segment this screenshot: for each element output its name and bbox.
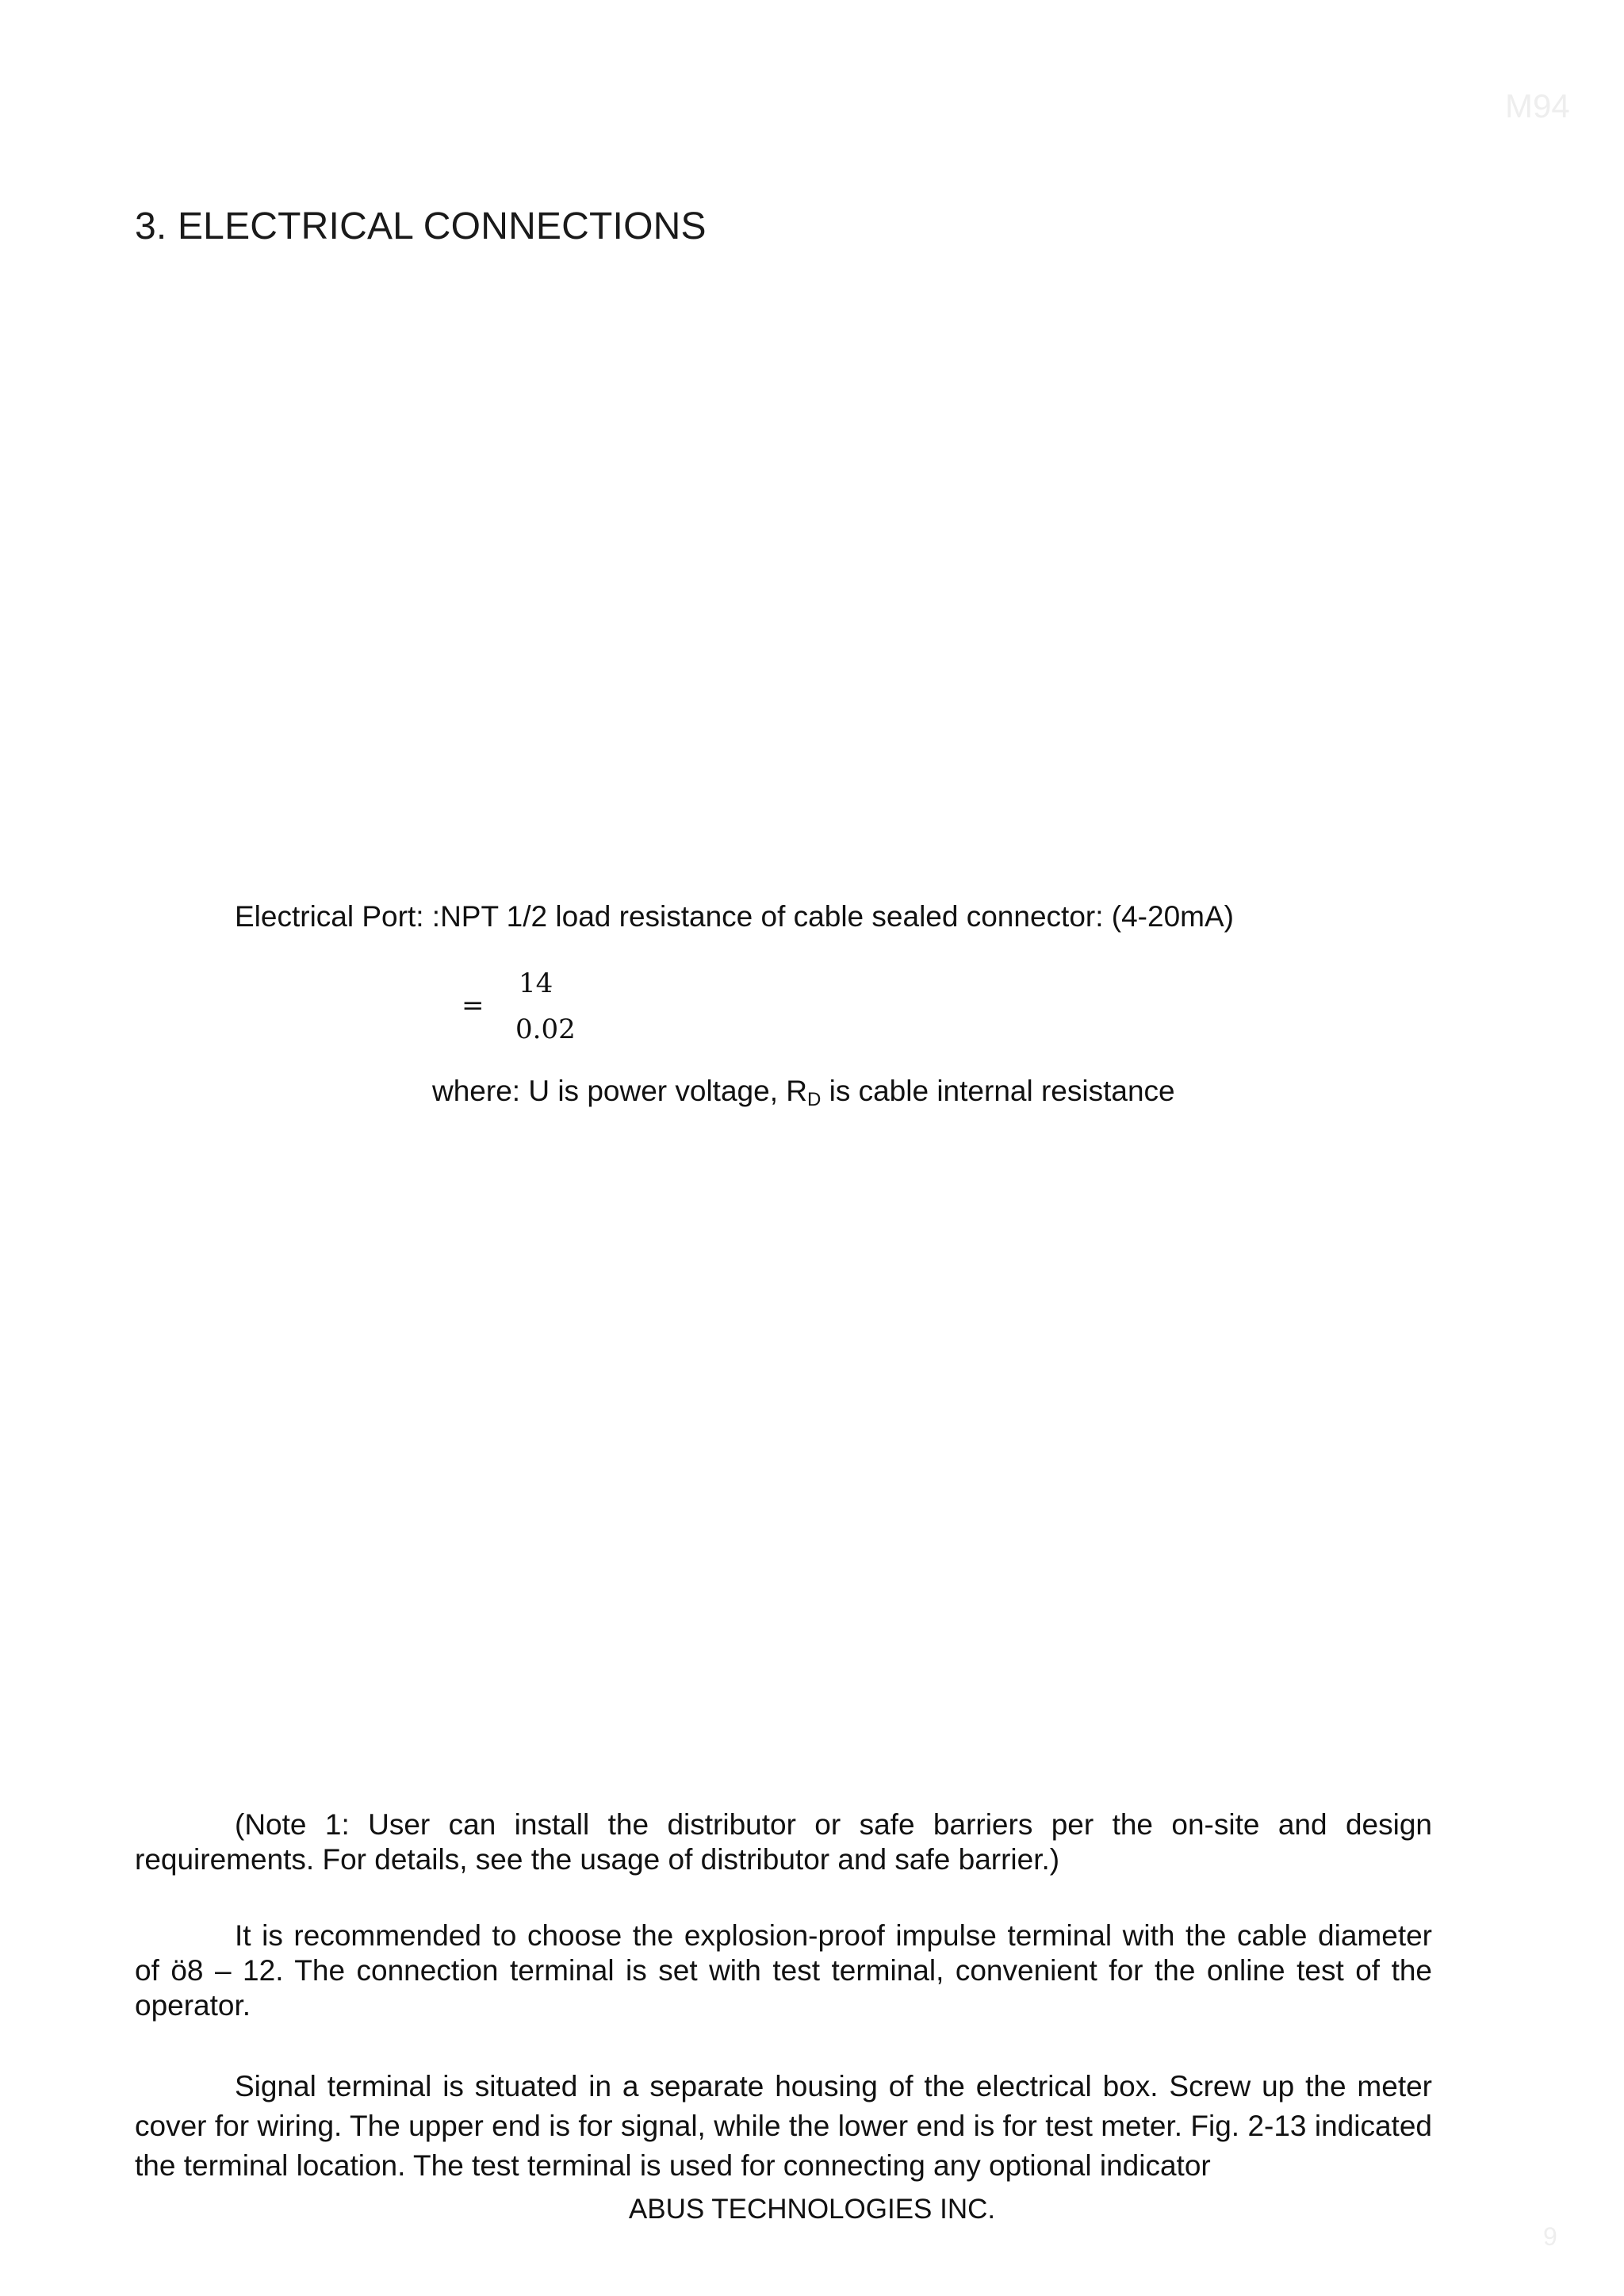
recommendation-paragraph bbox=[135, 1918, 1432, 2023]
page-number: 9 bbox=[1543, 2222, 1557, 2251]
signal-terminal-paragraph-text: Signal terminal is situated in a separate housing of the electrical box. Screw up the meter cover for wiring. The upper end is for signal, while the lower end is for test meter. Fig. 2-13 indicated the terminal location. The test terminal is used for connecting any optional indicator bbox=[135, 2070, 1432, 2182]
signal-terminal-paragraph bbox=[135, 2067, 1432, 2186]
electrical-port-line: Electrical Port: :NPT 1/2 load resistance of cable sealed connector: (4-20mA) bbox=[235, 900, 1234, 933]
note-paragraph bbox=[135, 1807, 1432, 1877]
equation-numerator: 14 bbox=[519, 968, 553, 999]
equation-denominator: 0.02 bbox=[515, 1014, 576, 1045]
section-title: 3. ELECTRICAL CONNECTIONS bbox=[135, 205, 707, 247]
equation-equals: = bbox=[462, 990, 485, 1022]
where-line-subscript: D bbox=[806, 1089, 822, 1110]
where-line-before: where: U is power voltage, R bbox=[432, 1075, 807, 1107]
note-paragraph-text: (Note 1: User can install the distributor or safe barriers per the on-site and design requirements. For details, see the usage of distributor and safe barrier.) bbox=[135, 1808, 1432, 1876]
footer-company: ABUS TECHNOLOGIES INC. bbox=[628, 2194, 996, 2225]
where-line bbox=[432, 1074, 1175, 1117]
where-line-after: is cable internal resistance bbox=[821, 1075, 1175, 1107]
header-watermark: M94 bbox=[1505, 87, 1570, 125]
recommendation-paragraph-text: It is recommended to choose the explosion-proof impulse terminal with the cable diameter of ö8 – 12. The connection terminal is set with test terminal, convenient for the online test of the operator. bbox=[135, 1919, 1432, 2022]
